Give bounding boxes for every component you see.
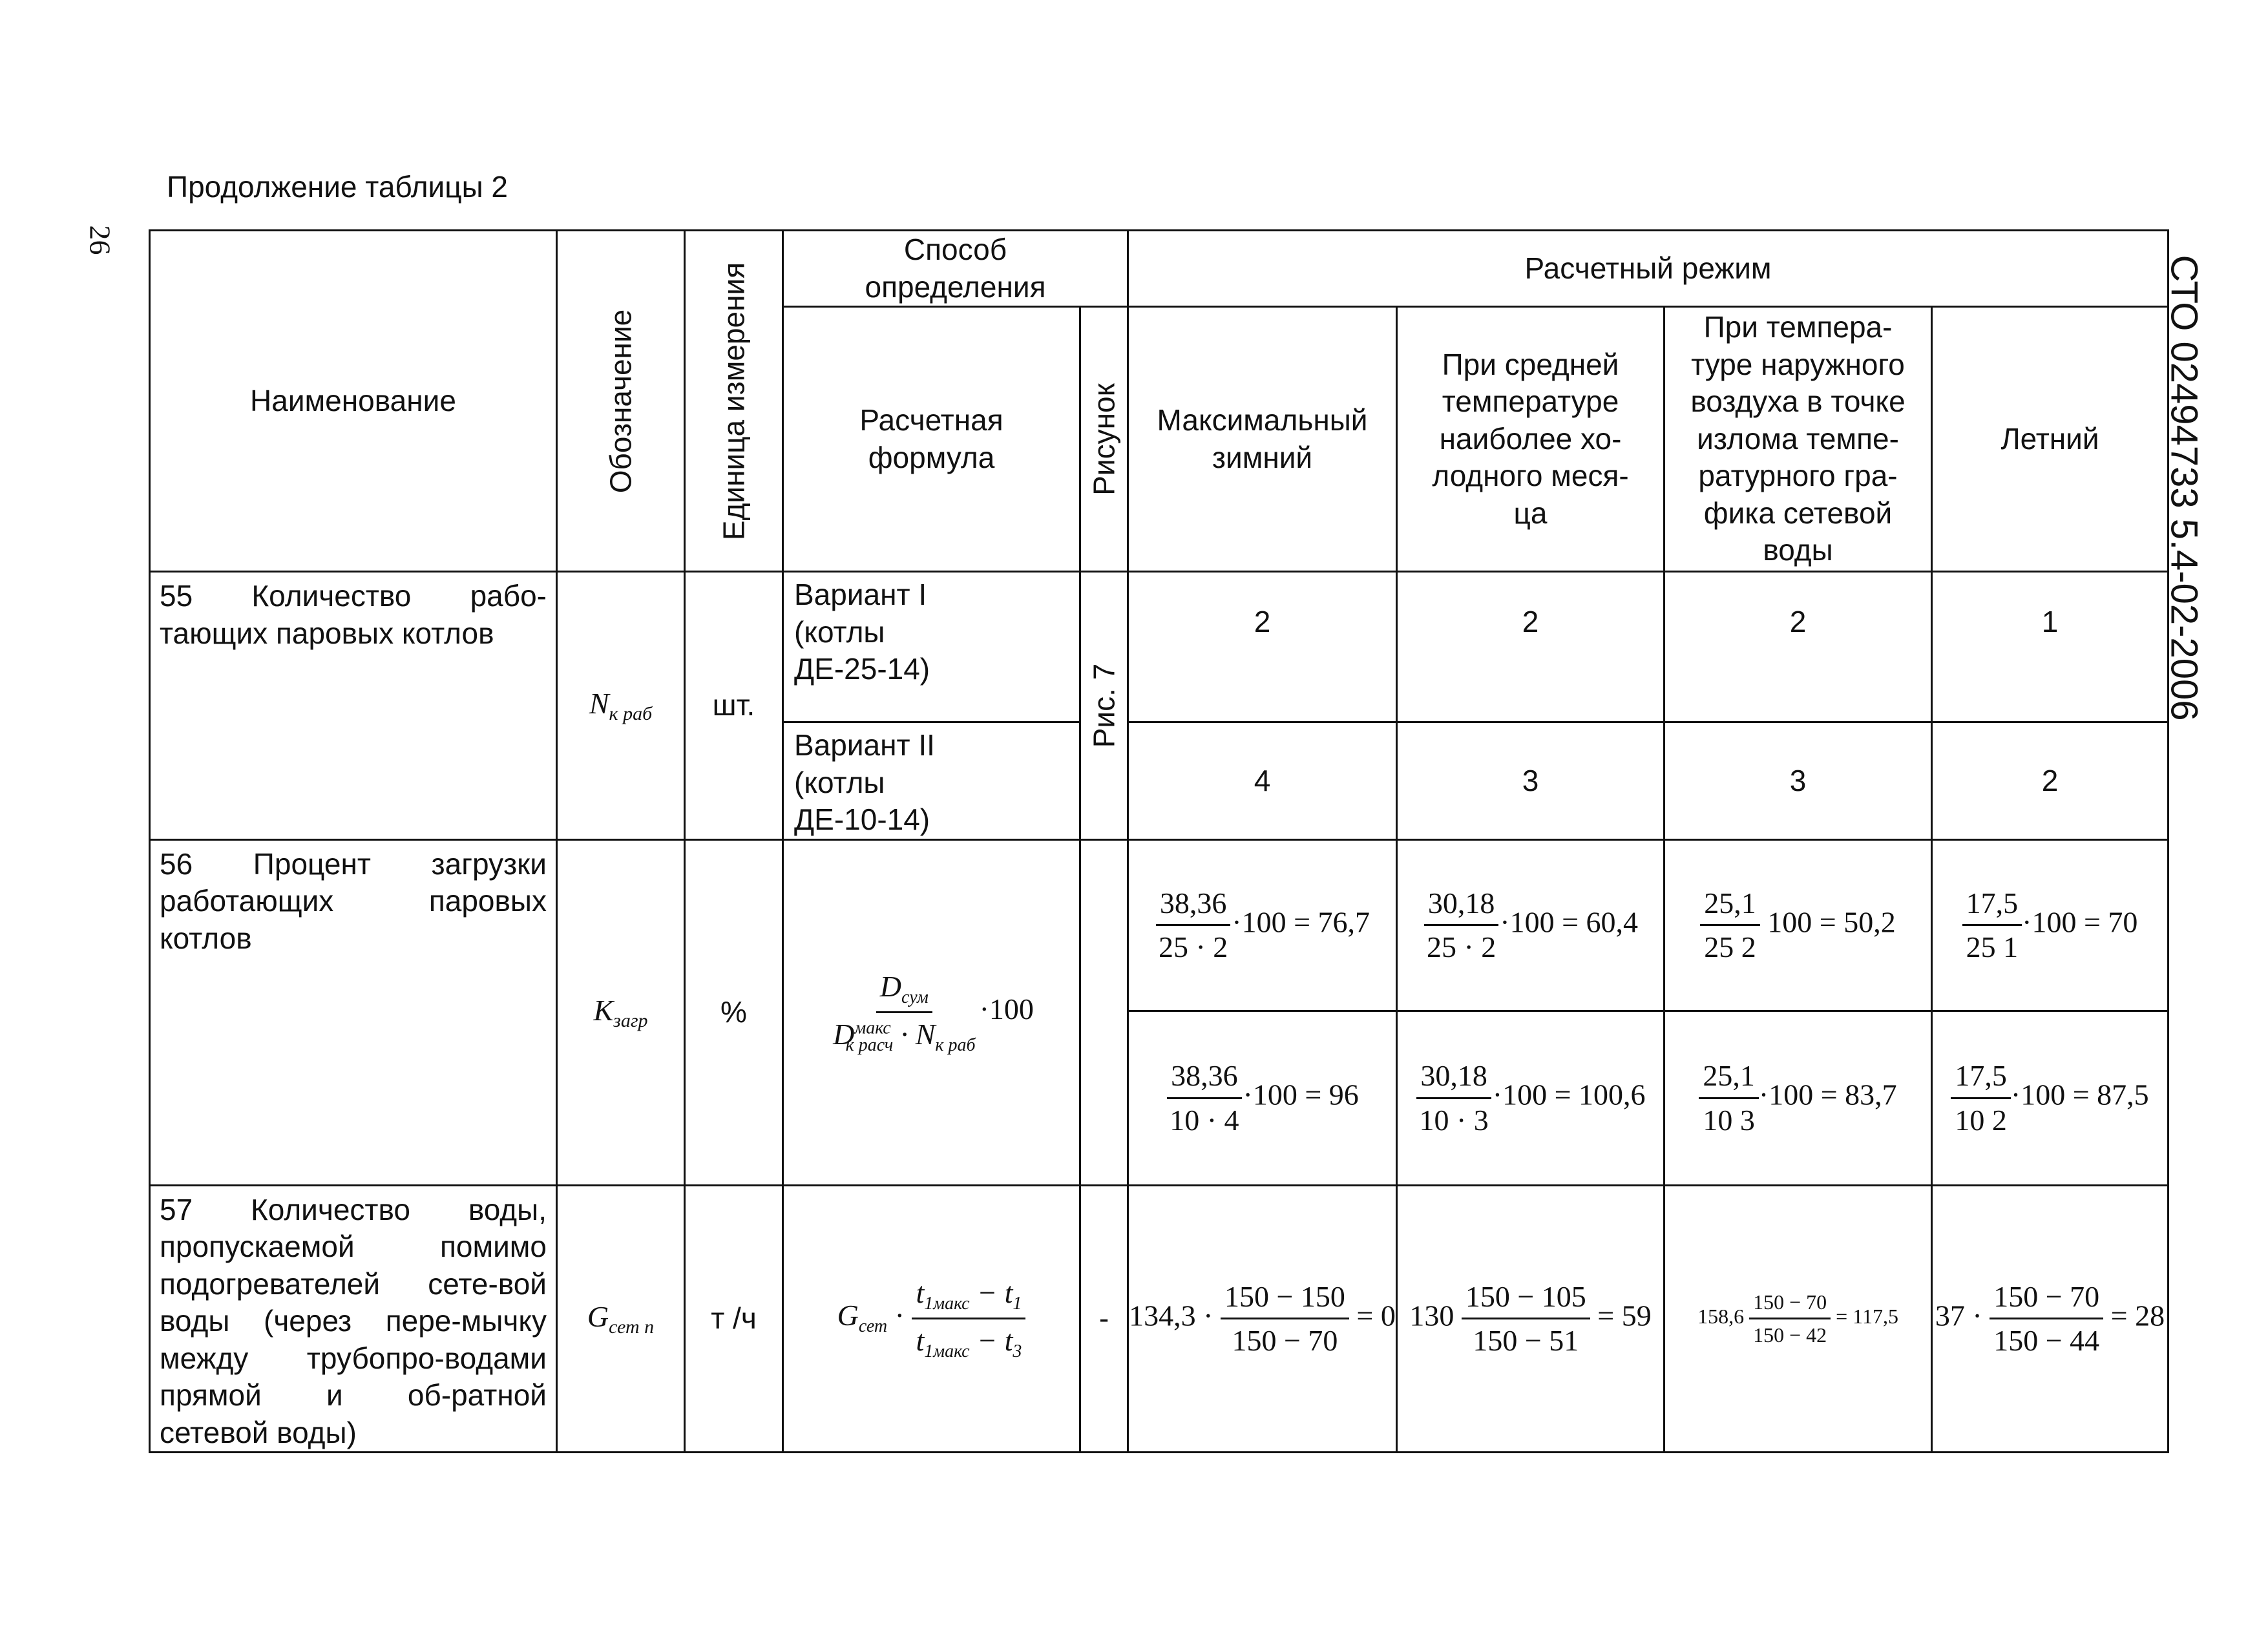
parameters-table xyxy=(149,229,2169,1453)
row-57-figure: - xyxy=(1080,1185,1128,1453)
row-55-v1-break-point: 2 xyxy=(1664,572,1932,722)
row-55-v2-summer: 2 xyxy=(1932,722,2168,840)
row-57-max-winter: 134,3 · $\frac{150 - 150}{150 - 70}$ = 0 xyxy=(1128,1185,1397,1453)
row-55-name: 55 Количество рабо-тающих паровых котлов xyxy=(150,572,557,840)
row-55-symbol: $N_{к раб}$ xyxy=(557,572,685,840)
row-55-figure-text: Рис. 7 xyxy=(1086,663,1120,748)
row-56-figure xyxy=(1080,839,1128,1185)
header-max-winter: Максимальный зимний xyxy=(1128,307,1397,572)
row-56-v2-max-winter: $\frac{38,36}{10 \cdot 4}$ ·100 = 96 xyxy=(1128,1011,1397,1185)
row-57-name: 57 Количество воды, пропускаемой помимо подогревателей сете-вой воды (через пере-мычку между трубопро-водами прямой и об-ратной сетевой воды) xyxy=(150,1185,557,1453)
row-55-variant-2: Вариант II (котлы ДЕ-10-14) xyxy=(783,722,1080,840)
row-55-figure xyxy=(1080,572,1128,840)
header-designation-text: Обозначение xyxy=(603,309,637,493)
document-code-text: СТО 02494733 5.4-02-2006 xyxy=(2163,255,2205,721)
header-avg-cold: При средней температуре наиболее хо-лодного меся-ца xyxy=(1397,307,1664,572)
row-56-v1-max-winter: $\frac{38,36}{25 \cdot 2}$ ·100 = 76,7 xyxy=(1128,839,1397,1011)
header-unit xyxy=(685,231,783,572)
header-name: Наименование xyxy=(150,231,557,572)
row-56-v1-summer: $\frac{17,5}{25 1}$ ·100 = 70 xyxy=(1932,839,2168,1011)
row-57-avg-cold: 130 $\frac{150 - 105}{150 - 51}$ = 59 xyxy=(1397,1185,1664,1453)
header-unit-text: Единица измерения xyxy=(716,262,750,540)
header-method: Способ определения xyxy=(783,231,1128,307)
row-56-unit: % xyxy=(685,839,783,1185)
header-figure-text: Рисунок xyxy=(1086,383,1120,496)
row-57-unit: т /ч xyxy=(685,1185,783,1453)
row-57-break-point: 158,6 $\frac{150 - 70}{150 - 42}$ = 117,5 xyxy=(1664,1185,1932,1453)
page-number: 26 xyxy=(83,225,117,255)
row-57-symbol: $G_{сет п}$ xyxy=(557,1185,685,1453)
row-56-v1-avg-cold: $\frac{30,18}{25 \cdot 2}$ ·100 = 60,4 xyxy=(1397,839,1664,1011)
header-designation xyxy=(557,231,685,572)
table-caption: Продолжение таблицы 2 xyxy=(167,170,509,204)
row-55-v2-max-winter: 4 xyxy=(1128,722,1397,840)
row-56-v1-break-point: $\frac{25,1}{25 2}$ 100 = 50,2 xyxy=(1664,839,1932,1011)
header-figure xyxy=(1080,307,1128,572)
row-57-formula: $G_{сет}$ · $\frac{t_{1макс} - t_1}{t_{1макс} - t_3}$ xyxy=(783,1185,1080,1453)
row-56-v2-avg-cold: $\frac{30,18}{10 \cdot 3}$ ·100 = 100,6 xyxy=(1397,1011,1664,1185)
row-56-name: 56 Процент загрузки работающих паровых котлов xyxy=(150,839,557,1185)
row-55-v1-max-winter: 2 xyxy=(1128,572,1397,722)
row-56-v2-summer: $\frac{17,5}{10 2}$ ·100 = 87,5 xyxy=(1932,1011,2168,1185)
row-55-variant-1: Вариант I (котлы ДЕ-25-14) xyxy=(783,572,1080,722)
row-55-v2-avg-cold: 3 xyxy=(1397,722,1664,840)
header-summer: Летний xyxy=(1932,307,2168,572)
row-56-symbol: $K_{загр}$ xyxy=(557,839,685,1185)
row-56-v2-break-point: $\frac{25,1}{10 3}$ ·100 = 83,7 xyxy=(1664,1011,1932,1185)
header-break-point: При темпера-туре наружного воздуха в точке излома темпе-ратурного гра-фика сетевой воды xyxy=(1664,307,1932,572)
row-55-v1-summer: 1 xyxy=(1932,572,2168,722)
row-56-formula: $\frac{D_{сум}}{D^{макс}_{к расч} \cdot N_{к раб}}$ ·100 xyxy=(783,839,1080,1185)
row-55-v2-break-point: 3 xyxy=(1664,722,1932,840)
header-formula: Расчетная формула xyxy=(783,307,1080,572)
row-55-unit: шт. xyxy=(685,572,783,840)
header-mode: Расчетный режим xyxy=(1128,231,2168,307)
row-57-summer: 37 · $\frac{150 - 70}{150 - 44}$ = 28 xyxy=(1932,1185,2168,1453)
row-55-v1-avg-cold: 2 xyxy=(1397,572,1664,722)
